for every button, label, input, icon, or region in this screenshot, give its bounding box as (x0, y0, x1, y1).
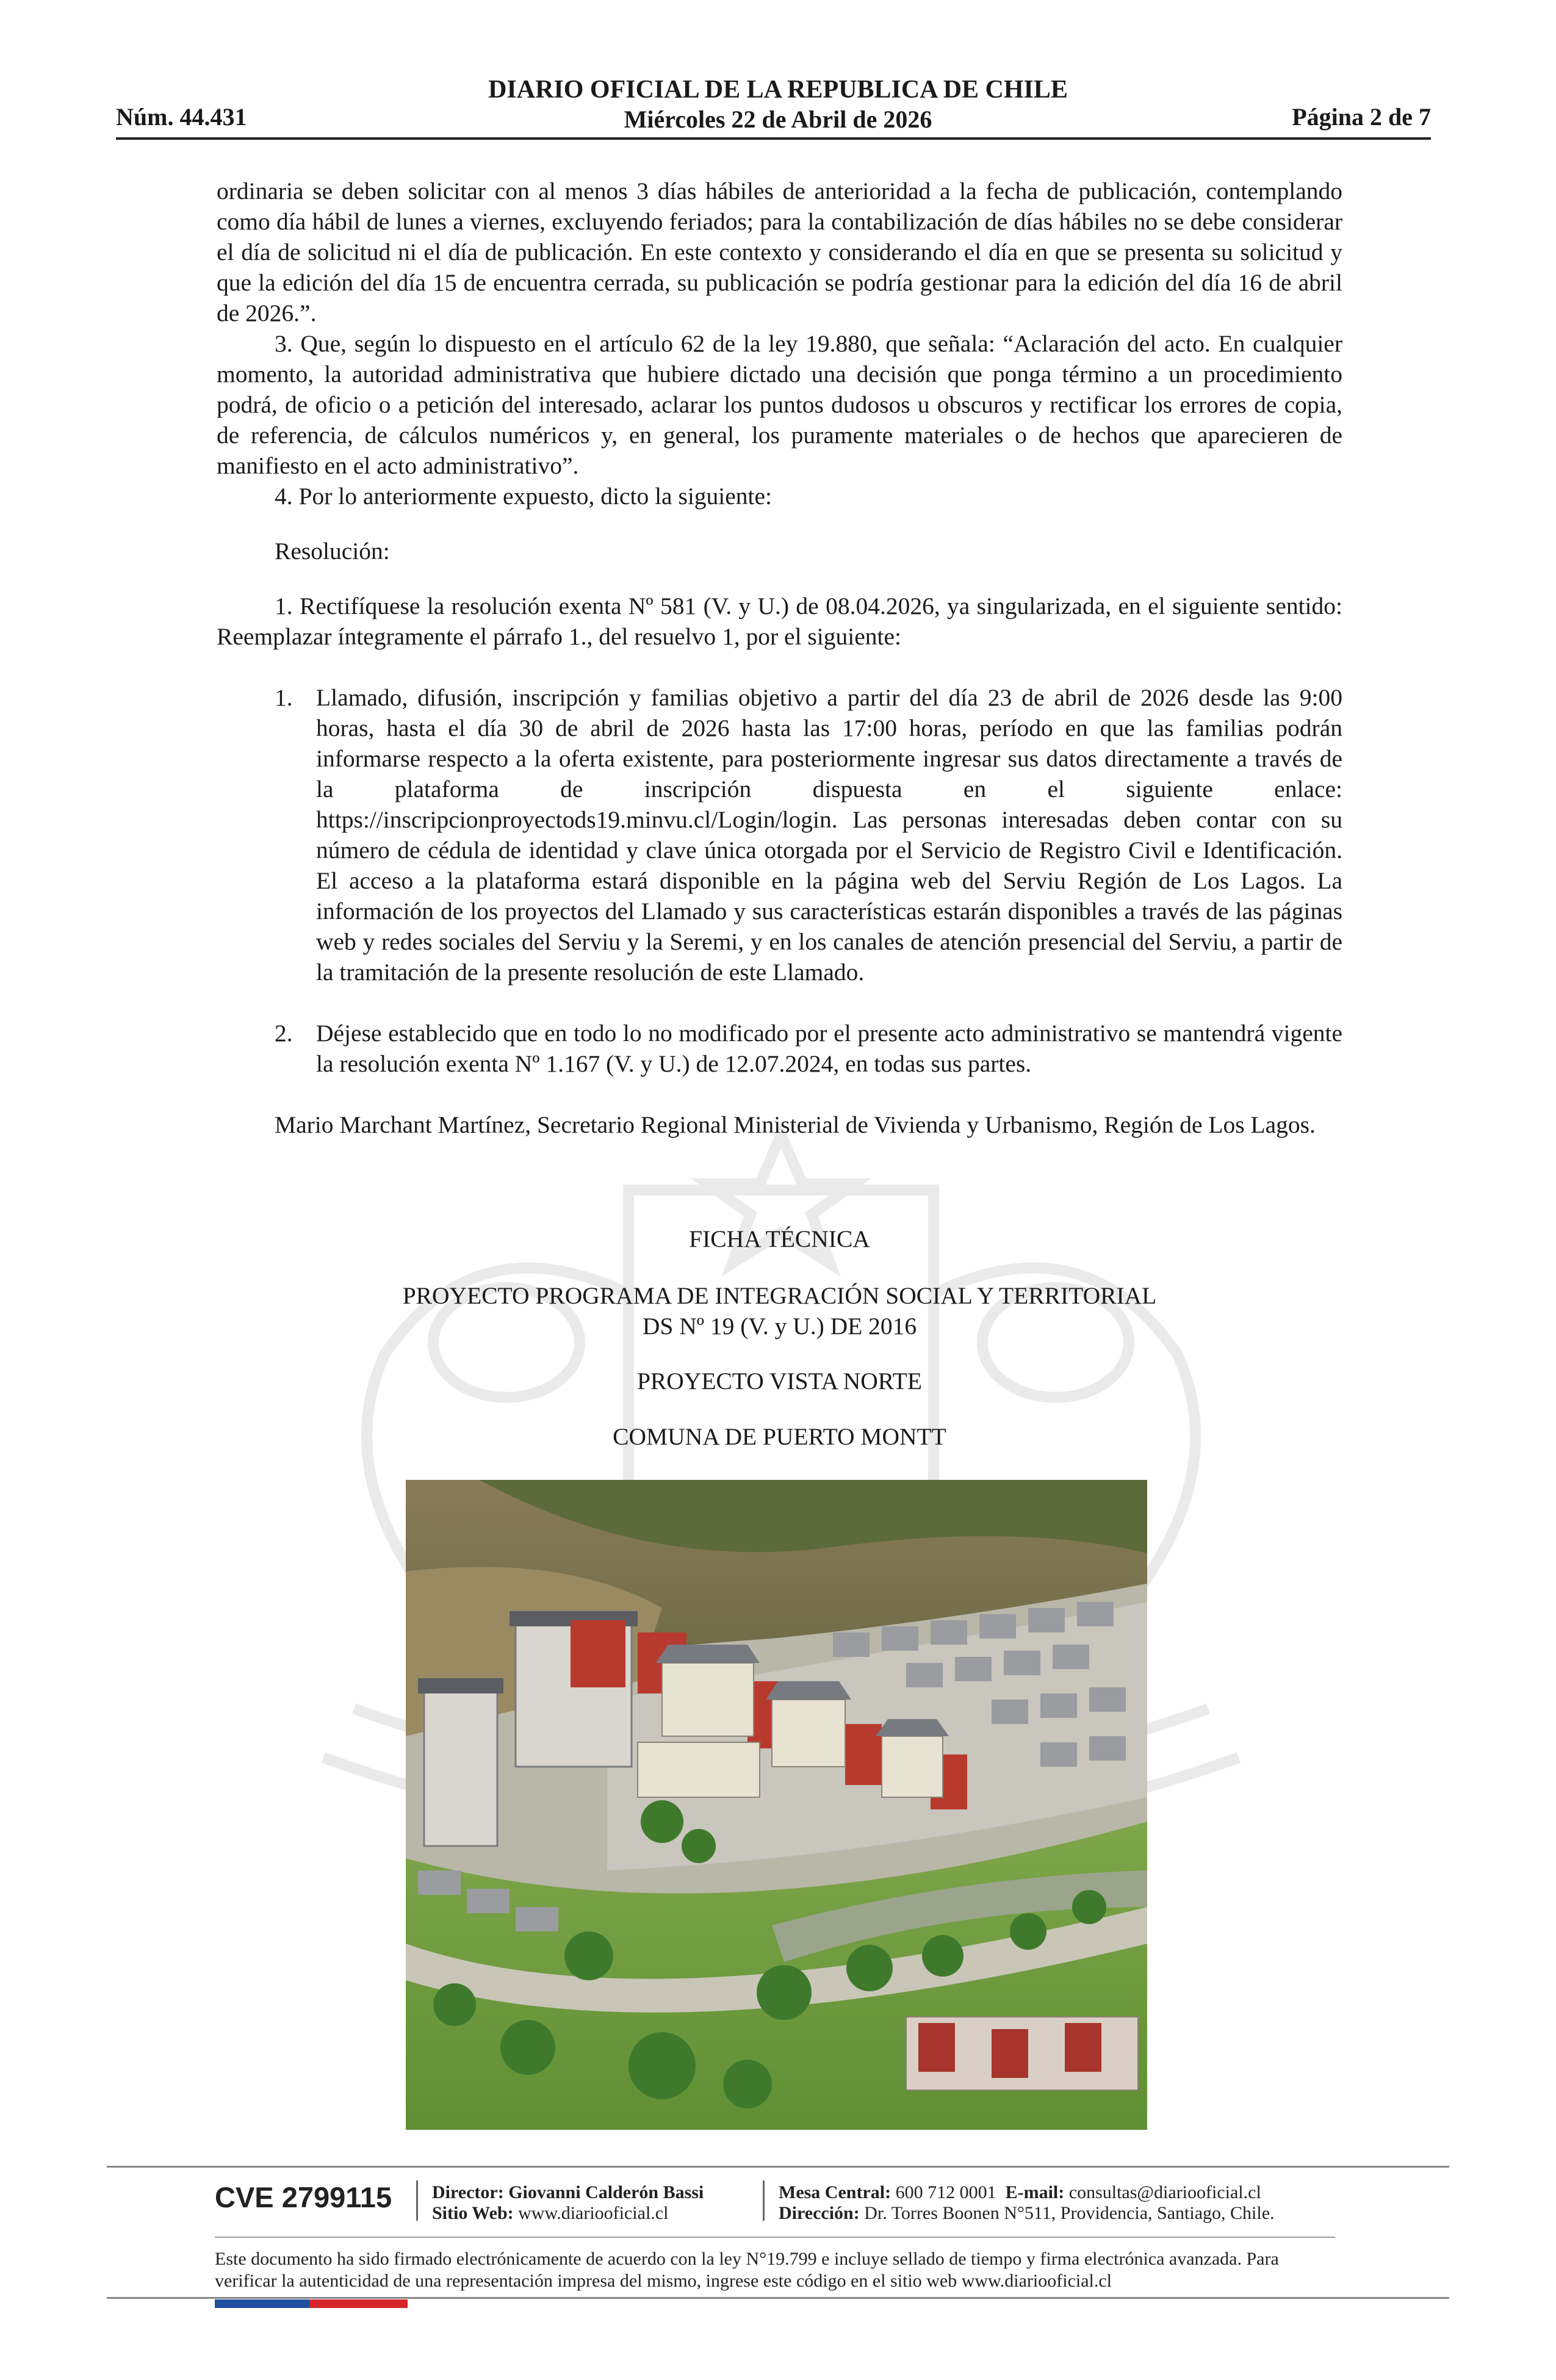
electronic-signature-note: Este documento ha sido firmado electrónicamente de acuerdo con la ley N°19.799 e incluye sellado de tiempo y firma electrónica avanzada. Para verificar la autenticidad de una representación impresa del mismo, ingrese este código en el sitio web www.diariooficial.cl (215, 2249, 1279, 2291)
program-line-1: PROYECTO PROGRAMA DE INTEGRACIÓN SOCIAL Y TERRITORIAL (402, 1282, 1157, 1309)
issue-date: Miércoles 22 de Abril de 2026 (624, 106, 932, 133)
director-label: Director: (432, 2182, 504, 2202)
email-label: E-mail: (1005, 2182, 1065, 2202)
list-item (217, 1018, 1342, 1079)
cve-code: CVE 2799115 (215, 2181, 392, 2213)
list-item-number: 1. (275, 684, 293, 711)
paragraph-resuelvo-1: 1. Rectifíquese la resolución exenta Nº 581 (V. y U.) de 08.04.2026, ya singularizada, en el siguiente sentido: Reemplazar íntegramente el párrafo 1., del resuelvo 1, por el siguiente: (217, 593, 1342, 650)
comuna-name: COMUNA DE PUERTO MONTT (613, 1423, 946, 1450)
website-label: Sitio Web: (432, 2203, 514, 2223)
resolucion-heading: Resolución: (275, 538, 390, 564)
footer-divider-top (107, 2166, 1449, 2168)
issue-number: Núm. 44.431 (116, 103, 247, 131)
newspaper-title: DIARIO OFICIAL DE LA REPUBLICA DE CHILE (488, 76, 1068, 104)
signature-line: Mario Marchant Martínez, Secretario Regional Ministerial de Vivienda y Urbanismo, Región de Los Lagos. (275, 1111, 1316, 1138)
paragraph-considerando-3: 3. Que, según lo dispuesto en el artículo 62 de la ley 19.880, que señala: “Aclaración del acto. En cualquier momento, la autoridad administrativa que hubiere dictado una decisión que ponga término a un procedimiento podrá, de oficio o a petición del interesado, aclarar los puntos dudosos u obscuros y rectificar los errores de copia, de referencia, de cálculos numéricos y, en general, los puramente materiales o de hechos que aparecieren de manifiesto en el acto administrativo”. (217, 330, 1342, 479)
footer-separator (763, 2180, 765, 2221)
website-link[interactable]: www.diariooficial.cl (518, 2203, 669, 2223)
paragraph-considerando-4: 4. Por lo anteriormente expuesto, dicto la siguiente: (275, 483, 773, 510)
list-item-number: 2. (275, 1020, 293, 1047)
page-indicator: Página 2 de 7 (1292, 103, 1431, 131)
flag-blue-segment (215, 2299, 309, 2308)
mesa-central-value: 600 712 0001 (895, 2182, 996, 2202)
project-name: PROYECTO VISTA NORTE (636, 1368, 923, 1394)
footer-director-block (432, 2182, 704, 2224)
housing-project-photo (406, 1480, 1147, 2130)
program-title (217, 1280, 1342, 1341)
ficha-title: FICHA TÉCNICA (689, 1225, 870, 1252)
header-divider (116, 137, 1431, 140)
address-value: Dr. Torres Boonen N°511, Providencia, Santiago, Chile. (864, 2203, 1275, 2223)
footer-divider-mid (215, 2237, 1335, 2238)
footer-separator (416, 2180, 418, 2221)
address-label: Dirección: (779, 2203, 860, 2223)
program-line-2: DS Nº 19 (V. y U.) DE 2016 (642, 1313, 917, 1340)
footer-divider-bottom (107, 2297, 1449, 2299)
list-item-text: Llamado, difusión, inscripción y familias objetivo a partir del día 23 de abril de 2026 desde las 9:00 horas, hasta el día 30 de abril de 2026 hasta las 17:00 horas, período en que las familias podrán informarse respecto a la oferta existente, para posteriormente ingresar sus datos directamente a través de la plataforma de inscripción dispuesta en el siguiente enlace: https://inscripcionproyectods19.minvu.cl/Login/login. Las personas interesadas deben contar con su número de cédula de identidad y clave única otorgada por el Servicio de Registro Civil e Identificación. El acceso a la plataforma estará disponible en la página web del Serviu Región de Los Lagos. La información de los proyectos del Llamado y sus características estarán disponibles a través de las páginas web y redes sociales del Serviu y la Seremi, y en los canales de atención presencial del Serviu, a partir de la tramitación de la presente resolución de este Llamado. (316, 684, 1342, 986)
paragraph-continued: ordinaria se deben solicitar con al menos 3 días hábiles de anterioridad a la fecha de publicación, contemplando como día hábil de lunes a viernes, excluyendo feriados; para la contabilización de días hábiles no se debe considerar el día de solicitud ni el día de publicación. En este contexto y considerando el día en que se presenta su solicitud y que la edición del día 15 de encuentra cerrada, su publicación se podría gestionar para la edición del día 16 de abril de 2026.”. (217, 178, 1342, 326)
resuelvo-list (217, 682, 1342, 1079)
email-link[interactable]: consultas@diariooficial.cl (1068, 2182, 1261, 2202)
chile-flag-stripe (215, 2299, 408, 2308)
flag-red-segment (309, 2299, 408, 2308)
list-item-text: Déjese establecido que en todo lo no modificado por el presente acto administrativo se mantendrá vigente la resolución exenta Nº 1.167 (V. y U.) de 12.07.2024, en todas sus partes. (316, 1020, 1342, 1077)
footer-contact-block (779, 2182, 1275, 2224)
list-item (217, 682, 1342, 987)
document-body (217, 176, 1342, 1140)
director-name: Giovanni Calderón Bassi (508, 2182, 704, 2202)
mesa-central-label: Mesa Central: (779, 2182, 891, 2202)
